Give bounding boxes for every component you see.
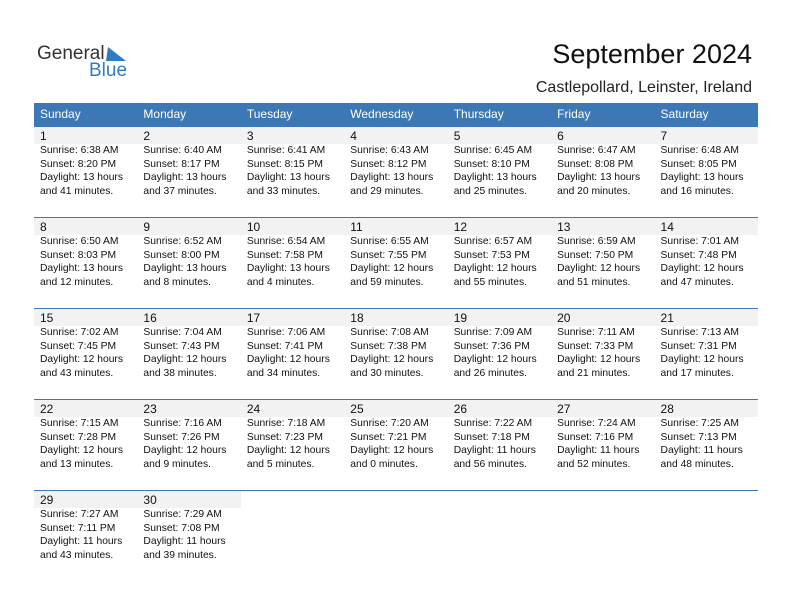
daylight-text: and 43 minutes. xyxy=(40,549,114,561)
day-cell-details xyxy=(344,144,447,198)
daylight-text: Daylight: 11 hours xyxy=(40,536,123,547)
day-number: 9 xyxy=(143,220,151,234)
sunrise-text: Sunrise: 6:41 AM xyxy=(246,145,326,156)
sunset-text: Sunset: 7:53 PM xyxy=(453,249,530,261)
daylight-text: Daylight: 12 hours xyxy=(350,354,434,365)
weekday-sunday: Sunday xyxy=(40,107,81,121)
logo-word-general: General xyxy=(37,43,105,64)
day-cell-details xyxy=(34,235,137,289)
day-number-row xyxy=(34,127,758,144)
day-cell-details xyxy=(34,417,137,471)
sunset-text: Sunset: 8:05 PM xyxy=(660,158,737,170)
sunrise-text: Sunrise: 7:18 AM xyxy=(246,418,326,429)
daylight-text: Daylight: 12 hours xyxy=(350,263,434,274)
daylight-text: Daylight: 13 hours xyxy=(660,172,744,183)
daylight-text: and 12 minutes. xyxy=(40,276,114,288)
daylight-text: and 17 minutes. xyxy=(660,367,734,379)
sunset-text: Sunset: 8:20 PM xyxy=(40,158,117,170)
sunset-text: Sunset: 7:55 PM xyxy=(350,249,427,261)
sunrise-text: Sunrise: 7:27 AM xyxy=(40,509,119,520)
daylight-text: and 8 minutes. xyxy=(143,276,211,288)
day-details-row xyxy=(34,144,758,198)
sunrise-text: Sunrise: 7:09 AM xyxy=(453,327,533,338)
daylight-text: Daylight: 11 hours xyxy=(453,445,536,456)
daylight-text: Daylight: 11 hours xyxy=(143,536,226,547)
day-number: 7 xyxy=(660,129,668,143)
day-number: 5 xyxy=(453,129,461,143)
day-number: 10 xyxy=(246,220,261,234)
sunset-text: Sunset: 7:21 PM xyxy=(350,431,427,443)
sunrise-text: Sunrise: 7:24 AM xyxy=(557,418,636,429)
daylight-text: Daylight: 13 hours xyxy=(143,172,227,183)
sunset-text: Sunset: 7:58 PM xyxy=(246,249,323,261)
daylight-text: Daylight: 12 hours xyxy=(453,354,537,365)
logo-word-blue: Blue xyxy=(89,60,128,81)
day-number: 12 xyxy=(453,220,468,234)
day-cell-details xyxy=(241,417,344,471)
daylight-text: Daylight: 12 hours xyxy=(143,445,227,456)
daylight-text: and 59 minutes. xyxy=(350,276,424,288)
week-row xyxy=(34,126,758,217)
sunrise-text: Sunrise: 7:15 AM xyxy=(40,418,119,429)
day-cell-details xyxy=(344,417,447,471)
day-details-row xyxy=(34,417,758,471)
day-number: 24 xyxy=(246,402,261,416)
day-cell-details xyxy=(448,326,551,380)
weekday-friday: Friday xyxy=(557,107,591,121)
day-cell-details xyxy=(137,417,240,471)
sunset-text: Sunset: 7:16 PM xyxy=(557,431,634,443)
daylight-text: Daylight: 12 hours xyxy=(40,445,123,456)
sunrise-text: Sunrise: 6:50 AM xyxy=(40,236,119,247)
sunset-text: Sunset: 7:26 PM xyxy=(143,431,220,443)
sunrise-text: Sunrise: 6:47 AM xyxy=(557,145,636,156)
empty-day-cell xyxy=(551,508,654,562)
daylight-text: and 20 minutes. xyxy=(557,185,631,197)
day-cell-details xyxy=(344,235,447,289)
day-number: 2 xyxy=(143,129,151,143)
daylight-text: Daylight: 13 hours xyxy=(40,263,123,274)
sunrise-text: Sunrise: 6:59 AM xyxy=(557,236,636,247)
empty-day-cell xyxy=(655,508,758,562)
day-cell-details xyxy=(34,144,137,198)
daylight-text: Daylight: 12 hours xyxy=(660,354,744,365)
daylight-text: Daylight: 13 hours xyxy=(246,263,330,274)
daylight-text: and 33 minutes. xyxy=(246,185,321,197)
day-number: 19 xyxy=(453,311,468,325)
weekday-tuesday: Tuesday xyxy=(246,107,293,121)
sunrise-text: Sunrise: 7:22 AM xyxy=(453,418,533,429)
sunrise-text: Sunrise: 6:57 AM xyxy=(453,236,533,247)
sunrise-text: Sunrise: 7:13 AM xyxy=(660,327,739,338)
empty-day-cell xyxy=(241,508,344,562)
day-cell-details xyxy=(448,144,551,198)
week-row xyxy=(34,217,758,308)
weekday-wednesday: Wednesday xyxy=(350,107,414,121)
day-number: 17 xyxy=(246,311,261,325)
daylight-text: Daylight: 12 hours xyxy=(350,445,434,456)
sunset-text: Sunset: 7:43 PM xyxy=(143,340,220,352)
daylight-text: and 38 minutes. xyxy=(143,367,217,379)
day-cell-details xyxy=(34,508,137,562)
day-cell-details xyxy=(655,326,758,380)
daylight-text: and 5 minutes. xyxy=(246,458,315,470)
week-row xyxy=(34,490,758,581)
daylight-text: Daylight: 12 hours xyxy=(246,354,330,365)
day-number: 3 xyxy=(246,129,254,143)
day-number: 15 xyxy=(40,311,54,325)
day-cell-details xyxy=(551,235,654,289)
daylight-text: and 39 minutes. xyxy=(143,549,217,561)
day-number: 4 xyxy=(350,129,357,143)
weekday-thursday: Thursday xyxy=(453,107,504,121)
sunrise-text: Sunrise: 6:40 AM xyxy=(143,145,222,156)
daylight-text: and 13 minutes. xyxy=(40,458,114,470)
sunset-text: Sunset: 7:50 PM xyxy=(557,249,634,261)
day-number: 20 xyxy=(557,311,571,325)
daylight-text: Daylight: 12 hours xyxy=(453,263,537,274)
day-details-row xyxy=(34,235,758,289)
daylight-text: and 9 minutes. xyxy=(143,458,211,470)
week-row xyxy=(34,399,758,490)
sunrise-text: Sunrise: 6:55 AM xyxy=(350,236,429,247)
day-number-row xyxy=(34,309,758,326)
sunset-text: Sunset: 8:10 PM xyxy=(453,158,530,170)
sunrise-text: Sunrise: 7:29 AM xyxy=(143,509,222,520)
sunrise-text: Sunrise: 6:52 AM xyxy=(143,236,222,247)
daylight-text: and 34 minutes. xyxy=(246,367,321,379)
daylight-text: and 52 minutes. xyxy=(557,458,631,470)
daylight-text: and 0 minutes. xyxy=(350,458,418,470)
sunrise-text: Sunrise: 7:11 AM xyxy=(557,327,635,338)
daylight-text: and 56 minutes. xyxy=(453,458,527,470)
sunrise-text: Sunrise: 7:01 AM xyxy=(660,236,739,247)
day-number: 6 xyxy=(557,129,564,143)
empty-day-number xyxy=(655,491,758,508)
day-cell-details xyxy=(137,144,240,198)
day-cell-details xyxy=(34,326,137,380)
sunrise-text: Sunrise: 6:45 AM xyxy=(453,145,533,156)
daylight-text: and 30 minutes. xyxy=(350,367,424,379)
sunset-text: Sunset: 8:17 PM xyxy=(143,158,220,170)
daylight-text: Daylight: 13 hours xyxy=(246,172,330,183)
day-number: 30 xyxy=(143,493,157,507)
daylight-text: Daylight: 12 hours xyxy=(143,354,227,365)
day-number-row xyxy=(34,400,758,417)
empty-day-cell xyxy=(448,508,551,562)
sunset-text: Sunset: 8:12 PM xyxy=(350,158,427,170)
day-number: 29 xyxy=(40,493,54,507)
daylight-text: Daylight: 11 hours xyxy=(557,445,640,456)
empty-day-number xyxy=(448,491,551,508)
day-cell-details xyxy=(137,326,240,380)
day-number: 13 xyxy=(557,220,571,234)
brand-logo xyxy=(37,44,137,80)
daylight-text: Daylight: 13 hours xyxy=(40,172,123,183)
daylight-text: Daylight: 12 hours xyxy=(557,354,641,365)
day-cell-details xyxy=(241,235,344,289)
location-subtitle: Castlepollard, Leinster, Ireland xyxy=(535,79,752,96)
week-row xyxy=(34,308,758,399)
day-cell-details xyxy=(241,326,344,380)
daylight-text: Daylight: 13 hours xyxy=(350,172,434,183)
day-cell-details xyxy=(448,417,551,471)
sunset-text: Sunset: 7:45 PM xyxy=(40,340,117,352)
daylight-text: Daylight: 13 hours xyxy=(453,172,537,183)
day-cell-details xyxy=(448,235,551,289)
daylight-text: Daylight: 12 hours xyxy=(40,354,123,365)
page-title: September 2024 xyxy=(552,39,752,69)
day-number: 22 xyxy=(40,402,54,416)
day-cell-details xyxy=(551,417,654,471)
day-details-row xyxy=(34,326,758,380)
sunrise-text: Sunrise: 7:16 AM xyxy=(143,418,222,429)
calendar-grid xyxy=(34,103,758,581)
empty-day-number xyxy=(551,491,654,508)
daylight-text: and 21 minutes. xyxy=(557,367,631,379)
day-cell-details xyxy=(655,144,758,198)
daylight-text: Daylight: 11 hours xyxy=(660,445,743,456)
sunrise-text: Sunrise: 6:43 AM xyxy=(350,145,429,156)
sunset-text: Sunset: 7:28 PM xyxy=(40,431,117,443)
day-number: 16 xyxy=(143,311,157,325)
sunrise-text: Sunrise: 6:54 AM xyxy=(246,236,326,247)
sunset-text: Sunset: 8:00 PM xyxy=(143,249,220,261)
daylight-text: and 37 minutes. xyxy=(143,185,217,197)
sunset-text: Sunset: 8:08 PM xyxy=(557,158,634,170)
day-cell-details xyxy=(551,326,654,380)
day-cell-details xyxy=(344,326,447,380)
day-number: 14 xyxy=(660,220,674,234)
empty-day-cell xyxy=(344,508,447,562)
sunrise-text: Sunrise: 7:20 AM xyxy=(350,418,429,429)
daylight-text: and 51 minutes. xyxy=(557,276,631,288)
empty-day-number xyxy=(344,491,447,508)
daylight-text: Daylight: 13 hours xyxy=(143,263,227,274)
day-details-row xyxy=(34,508,758,562)
day-cell-details xyxy=(137,235,240,289)
daylight-text: Daylight: 12 hours xyxy=(246,445,330,456)
sunset-text: Sunset: 7:31 PM xyxy=(660,340,737,352)
sunrise-text: Sunrise: 6:48 AM xyxy=(660,145,739,156)
daylight-text: and 29 minutes. xyxy=(350,185,424,197)
sunset-text: Sunset: 7:36 PM xyxy=(453,340,530,352)
sunrise-text: Sunrise: 7:25 AM xyxy=(660,418,739,429)
daylight-text: and 55 minutes. xyxy=(453,276,527,288)
day-number: 21 xyxy=(660,311,674,325)
sunset-text: Sunset: 8:03 PM xyxy=(40,249,117,261)
day-number: 18 xyxy=(350,311,364,325)
day-number: 25 xyxy=(350,402,364,416)
daylight-text: and 16 minutes. xyxy=(660,185,734,197)
daylight-text: Daylight: 12 hours xyxy=(557,263,641,274)
empty-day-number xyxy=(241,491,344,508)
sunset-text: Sunset: 7:33 PM xyxy=(557,340,634,352)
sunset-text: Sunset: 7:18 PM xyxy=(453,431,530,443)
daylight-text: and 25 minutes. xyxy=(453,185,527,197)
sunset-text: Sunset: 7:11 PM xyxy=(40,522,116,534)
sunset-text: Sunset: 7:41 PM xyxy=(246,340,323,352)
weekday-header xyxy=(34,103,758,126)
day-cell-details xyxy=(655,235,758,289)
day-number: 8 xyxy=(40,220,47,234)
daylight-text: and 41 minutes. xyxy=(40,185,114,197)
day-number: 27 xyxy=(557,402,571,416)
daylight-text: and 47 minutes. xyxy=(660,276,734,288)
daylight-text: and 26 minutes. xyxy=(453,367,527,379)
daylight-text: and 43 minutes. xyxy=(40,367,114,379)
day-number: 1 xyxy=(40,129,47,143)
sunset-text: Sunset: 8:15 PM xyxy=(246,158,323,170)
sunrise-text: Sunrise: 7:02 AM xyxy=(40,327,119,338)
logo-triangle-icon xyxy=(106,47,126,61)
day-number-row xyxy=(34,491,758,508)
day-cell-details xyxy=(551,144,654,198)
daylight-text: Daylight: 12 hours xyxy=(660,263,744,274)
sunset-text: Sunset: 7:13 PM xyxy=(660,431,737,443)
sunrise-text: Sunrise: 7:04 AM xyxy=(143,327,222,338)
day-number-row xyxy=(34,218,758,235)
daylight-text: Daylight: 13 hours xyxy=(557,172,641,183)
sunset-text: Sunset: 7:08 PM xyxy=(143,522,220,534)
sunrise-text: Sunrise: 7:08 AM xyxy=(350,327,429,338)
day-number: 23 xyxy=(143,402,157,416)
sunset-text: Sunset: 7:38 PM xyxy=(350,340,427,352)
weekday-monday: Monday xyxy=(143,107,187,121)
sunrise-text: Sunrise: 6:38 AM xyxy=(40,145,119,156)
sunset-text: Sunset: 7:48 PM xyxy=(660,249,737,261)
day-cell-details xyxy=(655,417,758,471)
daylight-text: and 48 minutes. xyxy=(660,458,734,470)
day-cell-details xyxy=(137,508,240,562)
day-number: 11 xyxy=(350,220,363,234)
day-number: 26 xyxy=(453,402,468,416)
sunset-text: Sunset: 7:23 PM xyxy=(246,431,323,443)
daylight-text: and 4 minutes. xyxy=(246,276,315,288)
sunrise-text: Sunrise: 7:06 AM xyxy=(246,327,326,338)
weekday-saturday: Saturday xyxy=(660,107,709,121)
day-cell-details xyxy=(241,144,344,198)
day-number: 28 xyxy=(660,402,674,416)
